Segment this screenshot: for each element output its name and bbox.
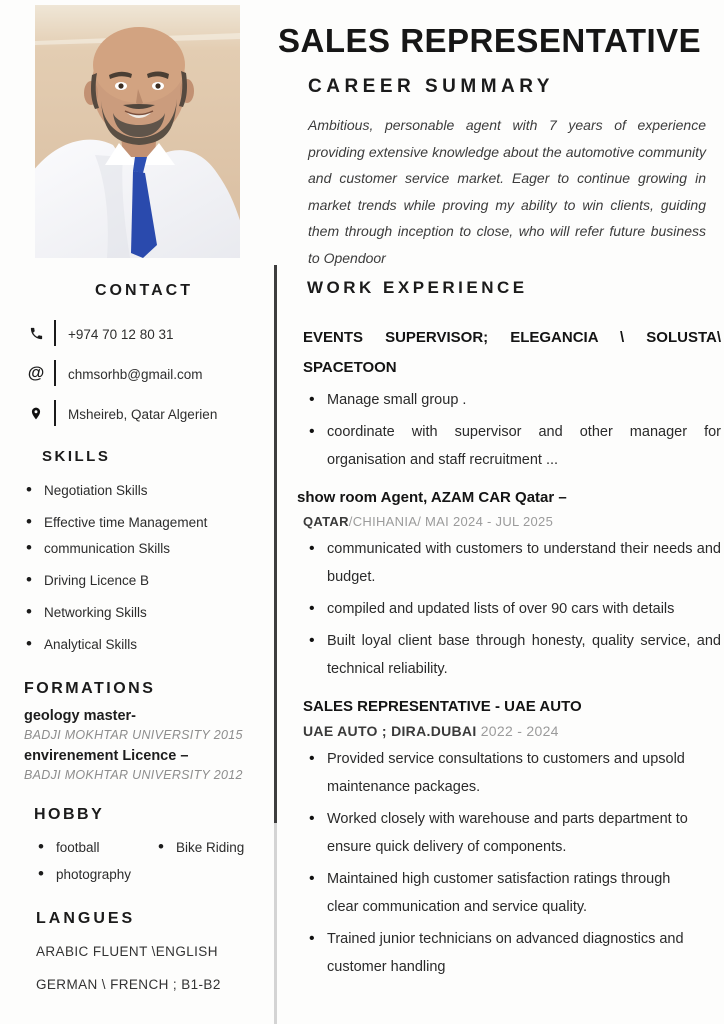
job-subtitle-company: QATAR <box>303 514 349 529</box>
work-experience-section <box>297 278 721 991</box>
langues-heading: LANGUES <box>36 910 136 927</box>
job-bullet: • Trained junior technicians on advanced diagnostics and customer handling <box>297 925 699 981</box>
formation-entry <box>20 708 268 742</box>
job-bullets <box>297 535 721 683</box>
skill-item: • Effective time Management <box>20 513 268 532</box>
job-bullet: • Provided service consultations to customers and upsold maintenance packages. <box>297 745 699 801</box>
job-subtitle <box>303 723 721 739</box>
header <box>278 22 710 271</box>
skills-heading: SKILLS <box>42 448 111 465</box>
column-divider-dark <box>274 265 277 823</box>
contact-email: chmsorhb@gmail.com <box>68 367 203 382</box>
left-sidebar <box>20 272 268 1010</box>
work-experience-heading: WORK EXPERIENCE <box>307 278 528 297</box>
career-summary-text: Ambitious, personable agent with 7 years of experience providing extensive knowledge about the automotive community and customer service market. Eager to continue growing in market trends while proving my ability to win clients, guiding them through inception to close, who will refer future business to Opendoor <box>308 117 706 266</box>
at-icon: @ <box>27 363 45 382</box>
skill-item: • Negotiation Skills <box>20 481 268 500</box>
job-subtitle-dates: 2022 - 2024 <box>476 723 559 739</box>
job-subtitle-dates: /CHIHANIA/ MAI 2024 - JUL 2025 <box>348 514 554 529</box>
hobby-columns <box>32 838 268 892</box>
contact-email-row <box>26 362 268 386</box>
career-summary-heading: CAREER SUMMARY <box>308 76 554 97</box>
location-pin-icon <box>26 402 46 424</box>
job-title-line1: EVENTS SUPERVISOR; ELEGANCIA \ SOLUSTA\ <box>303 329 721 346</box>
formation-detail: BADJI MOKHTAR UNIVERSITY 2015 <box>24 728 243 742</box>
contact-phone: +974 70 12 80 31 <box>68 327 174 342</box>
job-title: show room Agent, AZAM CAR Qatar – <box>297 489 567 506</box>
job-entry <box>297 324 721 474</box>
contact-separator <box>54 400 56 426</box>
formation-title: envirenement Licence – <box>24 748 189 764</box>
job-bullet: • coordinate with supervisor and other manager for organisation and staff recruitment ... <box>297 418 721 474</box>
job-bullets <box>297 386 721 474</box>
contact-separator <box>54 320 56 346</box>
job-title-line2: SPACETOON <box>303 359 397 376</box>
hobby-list-left <box>32 838 152 892</box>
job-bullet: • Manage small group . <box>297 386 721 414</box>
skill-item: • Networking Skills <box>20 603 268 622</box>
skills-list <box>20 481 268 654</box>
contact-separator <box>54 360 56 386</box>
job-subtitle-company: UAE AUTO ; DIRA.DUBAI <box>303 723 477 739</box>
contact-heading: CONTACT <box>94 282 194 299</box>
contact-location: Msheireb, Qatar Algerien <box>68 407 218 422</box>
skill-item: • Driving Licence B <box>20 571 268 590</box>
formation-title: geology master- <box>24 708 136 724</box>
job-entry <box>297 693 721 981</box>
hobby-item: • football <box>32 838 152 857</box>
job-bullet: • compiled and updated lists of over 90 cars with details <box>297 595 721 623</box>
job-bullets <box>297 745 721 981</box>
formation-detail: BADJI MOKHTAR UNIVERSITY 2012 <box>24 768 243 782</box>
langues-line: GERMAN \ FRENCH ; B1-B2 <box>36 977 221 992</box>
hobby-list-right <box>152 838 244 892</box>
job-subtitle <box>303 514 721 529</box>
hobby-item: • Bike Riding <box>152 838 244 857</box>
hobby-heading: HOBBY <box>34 806 105 823</box>
job-bullet: • Built loyal client base through honesty, quality service, and technical reliability. <box>297 627 721 683</box>
formations-heading: FORMATIONS <box>24 680 156 697</box>
skill-item: • Analytical Skills <box>20 635 268 654</box>
job-title: SALES REPRESENTATIVE - UAE AUTO <box>303 698 582 715</box>
contact-phone-row <box>26 322 268 346</box>
profile-photo <box>35 5 240 258</box>
phone-icon <box>26 322 46 344</box>
job-bullet: • communicated with customers to understand their needs and budget. <box>297 535 721 591</box>
job-bullet: • Maintained high customer satisfaction ratings through clear communication and service quality. <box>297 865 699 921</box>
skill-item: • communication Skills <box>20 539 268 558</box>
formation-entry <box>20 748 268 782</box>
hobby-item: • photography <box>32 865 152 884</box>
column-divider-light <box>274 823 277 1024</box>
job-bullet: • Worked closely with warehouse and parts department to ensure quick delivery of components. <box>297 805 699 861</box>
contact-location-row <box>26 402 268 426</box>
job-entry <box>297 484 721 683</box>
profile-photo-illustration <box>35 5 240 258</box>
langues-line: ARABIC FLUENT \ENGLISH <box>36 944 218 959</box>
page-title: SALES REPRESENTATIVE <box>278 22 702 59</box>
